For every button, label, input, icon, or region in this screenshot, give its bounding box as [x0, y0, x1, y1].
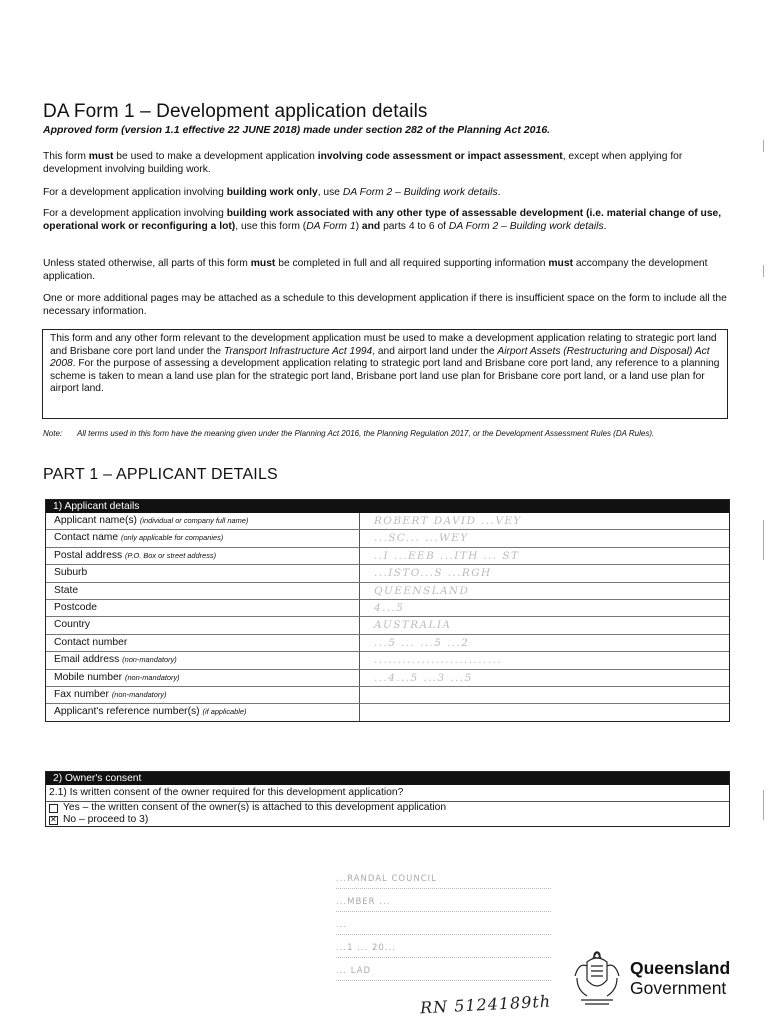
field-label-text: Applicant's reference number(s) — [54, 706, 200, 718]
field-value[interactable]: ...SC... ...WEY — [374, 532, 469, 545]
brand-line-1: Queensland — [630, 958, 731, 978]
field-label-text: Fax number — [54, 688, 109, 700]
table-row — [46, 616, 729, 633]
margin-mark — [763, 520, 764, 560]
field-label — [46, 635, 360, 651]
stamp-line: ...RANDAL COUNCIL — [336, 868, 551, 889]
field-label-text: Suburb — [54, 567, 88, 579]
margin-mark — [763, 140, 764, 152]
table-row — [46, 529, 729, 546]
stamp-line: ...MBER ... — [336, 891, 551, 912]
table-row — [46, 651, 729, 668]
table-row — [46, 564, 729, 581]
table-row — [46, 669, 729, 686]
field-label — [46, 583, 360, 599]
field-label — [46, 530, 360, 546]
note-text: All terms used in this form have the meaning given under the Planning Act 2016, the Planning Regulation 2017, or the Development Assessment Rules (DA Rules). — [77, 429, 655, 438]
field-label — [46, 617, 360, 633]
field-label-text: State — [54, 584, 79, 596]
yes-option-label: Yes – the written consent of the owner(s) is attached to this development application — [63, 802, 447, 813]
field-hint: (only applicable for companies) — [120, 533, 224, 543]
queensland-crest-icon — [567, 948, 627, 1008]
table-row — [46, 599, 729, 616]
field-value[interactable] — [360, 704, 729, 720]
field-label — [46, 548, 360, 564]
table-row — [46, 547, 729, 564]
field-value[interactable]: ........................... — [374, 654, 502, 667]
field-value[interactable] — [360, 687, 729, 703]
no-option-label: No – proceed to 3) — [63, 814, 149, 825]
section-header: 1) Applicant details — [46, 500, 729, 513]
field-value[interactable]: ..I ...EEB ...ITH ... ST — [374, 549, 520, 562]
intro-paragraph-5: One or more additional pages may be attached as a schedule to this development application if there is insufficient space on the form to include all the necessary information. — [43, 293, 727, 317]
field-label — [46, 704, 360, 720]
page-title: DA Form 1 – Development application details — [43, 101, 428, 122]
intro-paragraph-3: For a development application involving building work associated with any other type of assessable development (i.e. material change of use, operational work or reconfiguring a lot), use this form (DA Form 1) and parts 4 to 6 of DA Form 2 – Building work details. — [43, 208, 722, 232]
field-label — [46, 513, 360, 529]
yes-checkbox[interactable] — [49, 804, 58, 813]
field-label — [46, 652, 360, 668]
consent-question: 2.1) Is written consent of the owner required for this development application? — [46, 785, 729, 802]
no-checkbox[interactable] — [49, 816, 58, 825]
field-label — [46, 670, 360, 686]
field-value[interactable]: ROBERT DAVID ...VEY — [374, 515, 522, 527]
field-label-text: Applicant name(s) — [54, 515, 137, 526]
consent-option-yes[interactable] — [46, 802, 729, 814]
margin-mark — [763, 790, 764, 820]
field-hint: (non-mandatory) — [111, 689, 167, 699]
field-label-text: Postcode — [54, 601, 97, 613]
stamp-line: ...1 ... 20... — [336, 937, 551, 958]
terms-note — [43, 429, 723, 439]
table-row — [46, 703, 729, 720]
intro-paragraph-2: For a development application involving building work only, use DA Form 2 – Building work details. — [43, 187, 501, 198]
table-row — [46, 634, 729, 651]
field-hint: (individual or company full name) — [139, 516, 249, 525]
intro-paragraph-4: Unless stated otherwise, all parts of this form must be completed in full and all required supporting information must accompany the development application. — [43, 258, 708, 282]
field-hint: (P.O. Box or street address) — [125, 550, 217, 560]
field-value[interactable]: ...ISTO...S ...RGH — [374, 567, 492, 580]
intro-paragraph-1: This form must be used to make a development application involving code assessment or impact assessment, except when applying for development involving building work. — [43, 151, 683, 175]
field-label — [46, 687, 360, 703]
field-label-text: Postal address — [54, 549, 123, 561]
field-label-text: Email address — [54, 654, 120, 666]
applicant-details-section — [45, 499, 730, 722]
field-label-text: Mobile number — [54, 671, 123, 683]
field-value[interactable]: QUEENSLAND — [374, 584, 470, 597]
port-land-notice: This form and any other form relevant to the development application must be used to make a development application relating to strategic port land and Brisbane core port land under the Transport Infrastructure Act 1994, and airport land under the Airport Assets (Restructuring and Disposal) Act 2008. For the purpose of assessing a development application relating to strategic port land and Brisbane core port land, any reference to a planning scheme is taken to mean a land use plan for the strategic port land, Brisbane port land use plan for Brisbane core port land, or a land use plan for airport land. — [42, 329, 728, 419]
field-hint: (non-mandatory) — [124, 672, 180, 682]
field-value[interactable]: AUSTRALIA — [374, 619, 452, 632]
owners-consent-section — [45, 771, 730, 827]
field-label — [46, 600, 360, 616]
consent-option-no[interactable] — [46, 814, 729, 826]
stamp-line: ... — [336, 914, 551, 935]
field-label — [46, 565, 360, 581]
field-label-text: Contact number — [54, 636, 128, 648]
note-label: Note: — [43, 429, 63, 438]
field-hint: (non-mandatory) — [122, 655, 177, 665]
brand-line-2: Government — [630, 978, 727, 998]
stamp-line: ... LAD — [336, 960, 551, 981]
table-row — [46, 513, 729, 529]
section-header: 2) Owner's consent — [46, 772, 729, 785]
field-value[interactable]: ...5 ... ...5 ...2 — [374, 636, 470, 649]
field-hint: (if applicable) — [202, 707, 247, 717]
table-row — [46, 582, 729, 599]
field-value[interactable]: 4...5 — [374, 601, 405, 614]
field-label-text: Contact name — [54, 532, 119, 544]
part-1-heading: PART 1 – APPLICANT DETAILS — [43, 466, 278, 483]
table-row — [46, 686, 729, 703]
page-subtitle: Approved form (version 1.1 effective 22 JUNE 2018) made under section 282 of the Planning Act 2016. — [43, 124, 551, 136]
handwritten-reference: RN 5124189th — [419, 991, 552, 1018]
margin-mark — [763, 265, 764, 277]
field-label-text: Country — [54, 619, 91, 631]
queensland-government-logo — [630, 958, 730, 998]
field-value[interactable]: ...4...5 ...3 ...5 — [374, 671, 473, 684]
